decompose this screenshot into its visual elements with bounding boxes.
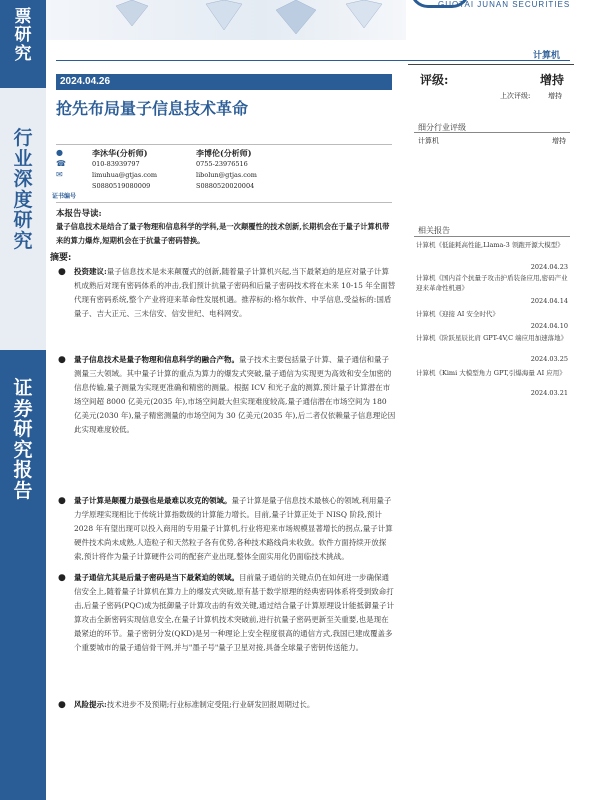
- bullet-text: 技术进步不及预期;行业标准制定受阻;行业研发回报周期过长。: [106, 700, 315, 709]
- band-char: 行: [13, 127, 33, 149]
- industry-rating-row: [418, 136, 566, 146]
- analyst-card: [92, 148, 157, 192]
- analyst-divider-bottom: [56, 202, 392, 203]
- industry-rating-title: 细分行业评级: [418, 123, 466, 132]
- band-char: 究: [14, 43, 32, 64]
- email-icon: ✉: [56, 170, 63, 179]
- band-char: 业: [13, 147, 33, 170]
- band-text-category: [0, 128, 46, 251]
- related-report-link[interactable]: 计算机《低能耗高性能,Llama-3 领跑开源大模型》: [416, 241, 564, 249]
- bullet-icon: ●: [58, 267, 66, 277]
- band-char: 证: [13, 377, 33, 399]
- band-char: 票: [14, 7, 32, 27]
- related-report-date: 2024.04.14: [530, 297, 568, 305]
- bullet-lead: 量子通信尤其是后量子密码是当下最紧迫的领域。: [74, 573, 239, 582]
- band-char: 研: [13, 209, 33, 232]
- band-char: 告: [13, 479, 33, 502]
- abstract-bullet: [58, 698, 396, 712]
- bullet-lead: 量子计算是颠覆力最强也是最难以攻克的领域。: [74, 496, 232, 505]
- related-report-date: 2024.03.25: [530, 355, 568, 363]
- crystal-decoration: [46, 0, 406, 40]
- abstract-title: 摘要:: [50, 253, 72, 263]
- guide-text: 量子信息技术是结合了量子物理和信息科学的学科,是一次颠覆性的技术创新,长期机会在于量子计算机带来的算力爆炸,短期机会在于抗量子密码替换。: [56, 222, 390, 245]
- previous-rating-value: 增持: [548, 92, 562, 100]
- related-report-date: 2024.03.21: [530, 389, 568, 397]
- related-report-link[interactable]: 计算机《国内首个抗量子攻击护盾装备应用,密码产业迎来革命性机遇》: [416, 274, 568, 292]
- analyst-email[interactable]: limuhua@gtjas.com: [92, 171, 158, 179]
- analyst-icons: [56, 147, 90, 180]
- related-report-link[interactable]: 计算机《迎接 AI 安全时代》: [416, 310, 499, 318]
- guide-title: 本报告导读:: [56, 209, 102, 219]
- rating-value: 增持: [539, 73, 564, 87]
- sector-tag: 计算机: [532, 51, 560, 61]
- rating-label: 评级:: [420, 73, 449, 87]
- bullet-lead: 风险提示:: [74, 700, 107, 709]
- phone-icon: ☎: [56, 159, 66, 168]
- previous-rating-label: 上次评级:: [500, 92, 531, 100]
- bullet-lead: 量子信息技术是量子物理和信息科学的融合产物。: [74, 355, 239, 364]
- bullet-text: 量子信息技术是未来颠覆式的创新,随着量子计算机兴起,当下最紧迫的是应对量子计算机成熟后对现有密码体系的冲击,我们预计抗量子密码和后量子密码技术将在未来 10-15 年全面替代现有密码系统,整个产业将迎来革命性发展机遇。推荐标的:格尔软件、中孚信息,受益标的:国盾量子、吉大正元、三未信安、信安世纪、电科网安。: [74, 267, 396, 318]
- person-icon: ●: [56, 148, 63, 157]
- band-char: 券: [13, 397, 33, 420]
- related-report-link[interactable]: 计算机《Kimi 大模型角力 GPT,引爆海量 AI 应用》: [416, 369, 566, 377]
- band-char: 研: [14, 25, 32, 46]
- header-divider: [56, 60, 570, 61]
- bullet-icon: ●: [58, 700, 66, 710]
- analyst-name: 李沐华(分析师): [92, 148, 148, 158]
- industry-rating: 增持: [552, 137, 566, 145]
- bullet-text: 量子技术主要包括量子计算、量子通信和量子测量三大领域。其中量子计算的重点为算力的爆发式突破,量子通信为实现更为高效和安全加密的信息传输,量子测量为实现更准确和精密的测量。根据 ICV 和光子盒的测算,预计量子计算潜在市场空间超 8000 亿美元(2035 年),市场空间最大但实现难度较高,量子通信潜在市场空间为 180 亿美元(2030 年),量子精密测量的市场空间为 30 亿美元(2035 年),后二者仅依赖量子信息理论因此实现难度较低。: [74, 355, 396, 434]
- rating-box: [408, 64, 574, 104]
- abstract-bullet: [58, 353, 396, 437]
- band-char: 究: [13, 438, 33, 461]
- cert-label: 证书编号: [52, 193, 77, 200]
- report-title: 抢先布局量子信息技术革命: [56, 99, 249, 118]
- related-reports-title: 相关报告: [418, 226, 450, 235]
- abstract-bullet: [58, 265, 396, 321]
- analyst-phone: 010-83939797: [92, 160, 140, 168]
- bullet-text: 目前量子通信的关键点仍在如何进一步确保通信安全上,随着量子计算机在算力上的爆发式突破,原有基于数学原理的经典密码体系将受到致命打击,后量子密码(PQC)成为抵御量子计算攻击的有效关键,通过结合量子计算原理设计能抵御量子计算攻击全新密码实现信息安全,在量子计算机技术突破前,进行抗量子密码更新至关重要,也是现在最紧迫的环节。量子密钥分发(QKD)是另一种理论上安全程度很高的通信方式,我国已建成覆盖多个重要城市的量子通信骨干网,并与"墨子号"量子卫星对接,具备全球量子密钥传送能力。: [74, 573, 395, 652]
- band-char: 研: [13, 418, 33, 441]
- analyst-cert: S0880519080009: [92, 182, 151, 190]
- industry-divider: [414, 132, 570, 133]
- band-char: 究: [13, 229, 33, 252]
- analyst-card: [196, 148, 257, 192]
- abstract-bullet: [58, 571, 396, 655]
- band-text-report-type: [0, 378, 46, 501]
- analyst-divider-top: [56, 144, 392, 145]
- analyst-name: 李博伦(分析师): [196, 148, 252, 158]
- related-report-date: 2024.04.10: [530, 322, 568, 330]
- bullet-lead: 投资建议:: [74, 267, 107, 276]
- bullet-icon: ●: [58, 573, 66, 583]
- analyst-email[interactable]: libolun@gtjas.com: [196, 171, 257, 179]
- analyst-cert: S0880520020004: [196, 182, 255, 190]
- industry-name: 计算机: [418, 137, 439, 145]
- bullet-icon: ●: [58, 496, 66, 506]
- band-char: 报: [13, 459, 33, 482]
- report-date: 2024.04.26: [56, 74, 392, 90]
- company-logo-text: GUOTAI JUNAN SECURITIES: [438, 0, 571, 9]
- related-divider: [414, 236, 570, 237]
- analyst-phone: 0755-23976516: [196, 160, 248, 168]
- band-char: 度: [13, 188, 33, 211]
- related-report-date: 2024.04.23: [530, 263, 568, 271]
- header-banner: [46, 0, 406, 40]
- abstract-bullet: [58, 494, 396, 564]
- bullet-text: 量子计算是量子信息技术最核心的领域,利用量子力学原理实现相比于传统计算指数级的计算能力增长。目前,量子计算正处于 NISQ 阶段,预计 2028 年有望出现可以投入商用的专用量子计算机,行业将迎来市场规模显著增长的拐点,量子计算硬件技术尚未成熟,人造粒子和天然粒子各有优势,各种技术路线尚未收敛。软件方面持续开放探索,预计将作为量子计算硬件公司的配套产业出现,整体全面实用化仍面临技术挑战。: [74, 496, 393, 561]
- related-report-link[interactable]: 计算机《阶跃星辰比肩 GPT-4V,C 端应用加速落地》: [416, 334, 568, 342]
- band-char: 深: [13, 168, 33, 191]
- band-text-top: [0, 8, 46, 63]
- bullet-icon: ●: [58, 355, 66, 365]
